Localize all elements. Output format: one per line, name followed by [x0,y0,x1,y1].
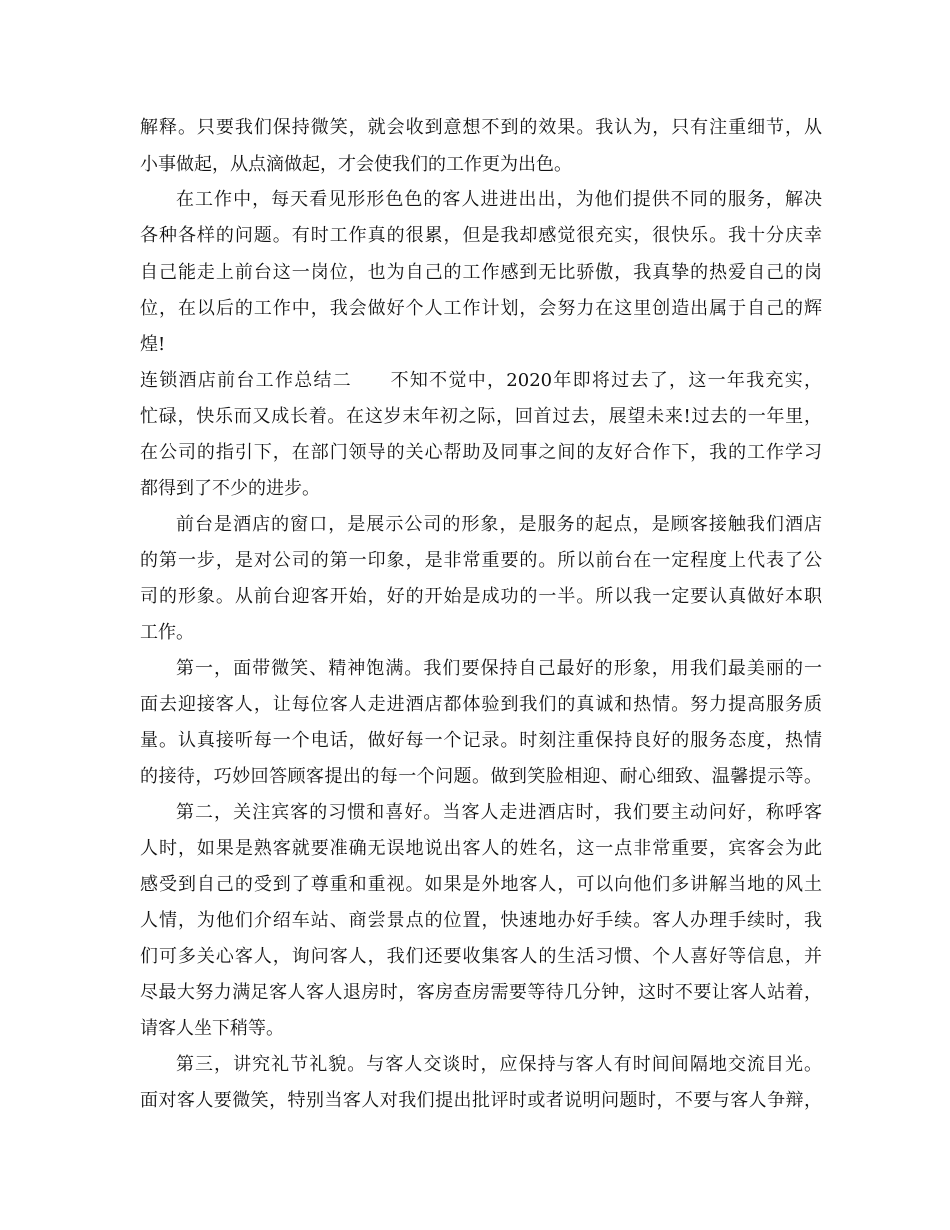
text-line: 感受到自己的受到了尊重和重视。如果是外地客人，可以向他们多讲解当地的风土 [140,874,822,895]
text-line: 位，在以后的工作中，我会做好个人工作计划，会努力在这里创造出属于自己的辉 [140,298,822,319]
text-line: 煌! [140,334,166,355]
text-line: 工作。 [140,622,194,643]
text-line: 都得到了不少的进步。 [140,478,320,499]
text-line: 人情，为他们介绍车站、商尝景点的位置，快速地办好手续。客人办理手续时，我 [140,910,822,931]
text-line: 人时，如果是熟客就要准确无误地说出客人的姓名，这一点非常重要，宾客会为此 [140,838,822,859]
text-line: 的接待，巧妙回答顾客提出的每一个问题。做到笑脸相迎、耐心细致、温馨提示等。 [140,766,822,787]
text-line: 在工作中，每天看见形形色色的客人进进出出，为他们提供不同的服务，解决 [176,189,822,210]
text-line: 第三，讲究礼节礼貌。与客人交谈时，应保持与客人有时间间隔地交流目光。 [176,1054,822,1075]
text-line: 解释。只要我们保持微笑，就会收到意想不到的效果。我认为，只有注重细节，从 [140,117,822,138]
text-line: 自己能走上前台这一岗位，也为自己的工作感到无比骄傲，我真挚的热爱自己的岗 [140,262,822,283]
text-line: 们可多关心客人，询问客人，我们还要收集客人的生活习惯、个人喜好等信息，并 [140,946,822,967]
text-line: 尽最大努力满足客人客人退房时，客房查房需要等待几分钟，这时不要让客人站着， [140,982,822,1003]
text-line: 请客人坐下稍等。 [140,1018,284,1039]
text-line: 小事做起，从点滴做起，才会使我们的工作更为出色。 [140,154,572,175]
text-line: 第一，面带微笑、精神饱满。我们要保持自己最好的形象，用我们最美丽的一 [176,658,822,679]
text-line: 忙碌，快乐而又成长着。在这岁末年初之际，回首过去，展望未来!过去的一年里， [140,406,822,427]
text-line: 的第一步，是对公司的第一印象，是非常重要的。所以前台在一定程度上代表了公 [140,550,822,571]
section-heading-line: 连锁酒店前台工作总结二 不知不觉中，2020年即将过去了，这一年我充实， [140,370,822,391]
text-line: 面对客人要微笑，特别当客人对我们提出批评时或者说明问题时，不要与客人争辩， [140,1090,822,1111]
text-line: 各种各样的问题。有时工作真的很累，但是我却感觉很充实，很快乐。我十分庆幸 [140,225,822,246]
text-line: 面去迎接客人，让每位客人走进酒店都体验到我们的真诚和热情。努力提高服务质 [140,694,822,715]
text-line: 在公司的指引下，在部门领导的关心帮助及同事之间的友好合作下，我的工作学习 [140,442,822,463]
text-line: 司的形象。从前台迎客开始，好的开始是成功的一半。所以我一定要认真做好本职 [140,586,822,607]
text-line: 第二，关注宾客的习惯和喜好。当客人走进酒店时，我们要主动问好，称呼客 [176,802,822,823]
text-line: 量。认真接听每一个电话，做好每一个记录。时刻注重保持良好的服务态度，热情 [140,730,822,751]
text-line: 前台是酒店的窗口，是展示公司的形象，是服务的起点，是顾客接触我们酒店 [176,514,822,535]
